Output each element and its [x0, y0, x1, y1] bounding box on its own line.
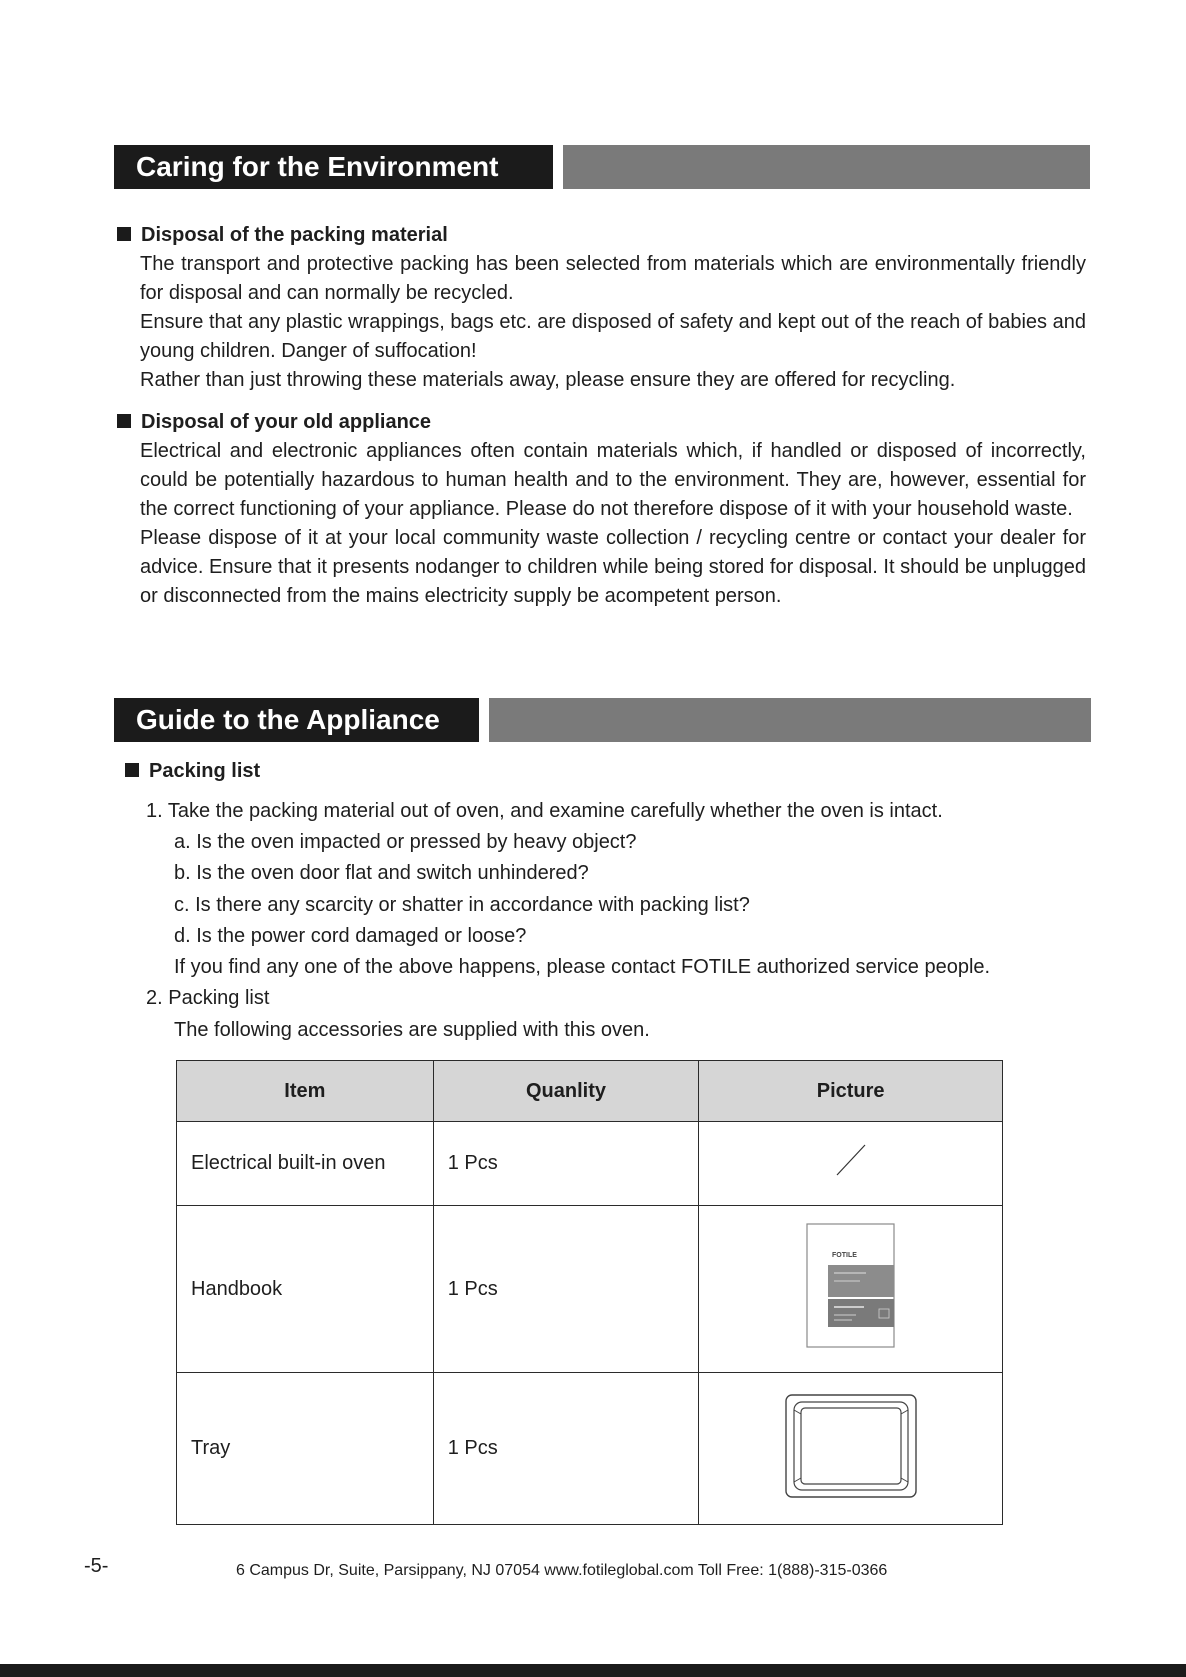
packing-list-table	[176, 1060, 1003, 1525]
table-row	[177, 1122, 1003, 1206]
subheading-text: Packing list	[149, 760, 261, 782]
bottom-rule	[0, 1664, 1186, 1677]
subheading-old-appliance	[117, 410, 431, 434]
handbook-brand-logo: FOTILE	[831, 1252, 857, 1259]
slash-mark-icon	[831, 1141, 871, 1181]
list-item: The following accessories are supplied with this oven.	[174, 1019, 650, 1041]
bullet-square-icon	[117, 414, 131, 428]
page-number: -5-	[84, 1555, 109, 1577]
section-title-text: Caring for the Environment	[136, 151, 499, 182]
column-header-item: Item	[177, 1061, 434, 1122]
subheading-packing-material	[117, 223, 448, 247]
cell-item: Handbook	[177, 1206, 434, 1373]
list-item: b. Is the oven door flat and switch unhindered?	[174, 862, 589, 884]
subheading-packing-list	[125, 759, 260, 783]
cell-quantity: 1 Pcs	[433, 1122, 699, 1206]
table-header-row	[177, 1061, 1003, 1122]
list-item: 2. Packing list	[146, 987, 270, 1009]
paragraph: The transport and protective packing has been selected from materials which are environmentally friendly for disposal and can normally be recycled.	[140, 253, 1086, 304]
section-header-bar	[489, 698, 1091, 742]
section-title-environment	[114, 145, 553, 189]
table-row	[177, 1373, 1003, 1525]
subheading-text: Disposal of the packing material	[141, 224, 448, 246]
table-row	[177, 1206, 1003, 1373]
tray-picture-icon	[784, 1393, 918, 1499]
list-item: c. Is there any scarcity or shatter in accordance with packing list?	[174, 894, 750, 916]
section-title-guide	[114, 698, 479, 742]
list-item: 1. Take the packing material out of oven, and examine carefully whether the oven is intact.	[146, 800, 943, 822]
cell-quantity: 1 Pcs	[433, 1373, 699, 1525]
paragraph: Rather than just throwing these materials away, please ensure they are offered for recycling.	[140, 369, 956, 391]
list-item: If you find any one of the above happens, please contact FOTILE authorized service people.	[174, 956, 991, 978]
cell-item: Tray	[177, 1373, 434, 1525]
packing-material-text	[140, 250, 1086, 395]
footer-contact: 6 Campus Dr, Suite, Parsippany, NJ 07054 www.fotileglobal.com Toll Free: 1(888)-315-0366	[236, 1562, 888, 1579]
bullet-square-icon	[125, 763, 139, 777]
section-title-text: Guide to the Appliance	[136, 704, 440, 735]
column-header-picture: Picture	[699, 1061, 1003, 1122]
column-header-quantity: Quanlity	[433, 1061, 699, 1122]
cell-picture	[699, 1373, 1003, 1525]
cell-picture	[699, 1122, 1003, 1206]
cell-picture	[699, 1206, 1003, 1373]
list-item: a. Is the oven impacted or pressed by heavy object?	[174, 831, 637, 853]
subheading-text: Disposal of your old appliance	[141, 411, 432, 433]
bullet-square-icon	[117, 227, 131, 241]
paragraph: Ensure that any plastic wrappings, bags etc. are disposed of safety and kept out of the reach of babies and young children. Danger of suffocation!	[140, 311, 1086, 362]
paragraph: Electrical and electronic appliances often contain materials which, if handled or disposed of incorrectly, could be potentially hazardous to human health and to the environment. They are, however, essential for the correct functioning of your appliance. Please do not therefore dispose of it with your household waste.	[140, 440, 1086, 520]
paragraph: Please dispose of it at your local community waste collection / recycling centre or contact your dealer for advice. Ensure that it presents nodanger to children while being stored for disposal. It should be unplugged or disconnected from the mains electricity supply be acompetent person.	[140, 527, 1086, 607]
old-appliance-text	[140, 437, 1086, 611]
cell-quantity: 1 Pcs	[433, 1206, 699, 1373]
handbook-picture-icon	[806, 1223, 896, 1349]
section-header-bar	[563, 145, 1090, 189]
list-item: d. Is the power cord damaged or loose?	[174, 925, 527, 947]
cell-item: Electrical built-in oven	[177, 1122, 434, 1206]
